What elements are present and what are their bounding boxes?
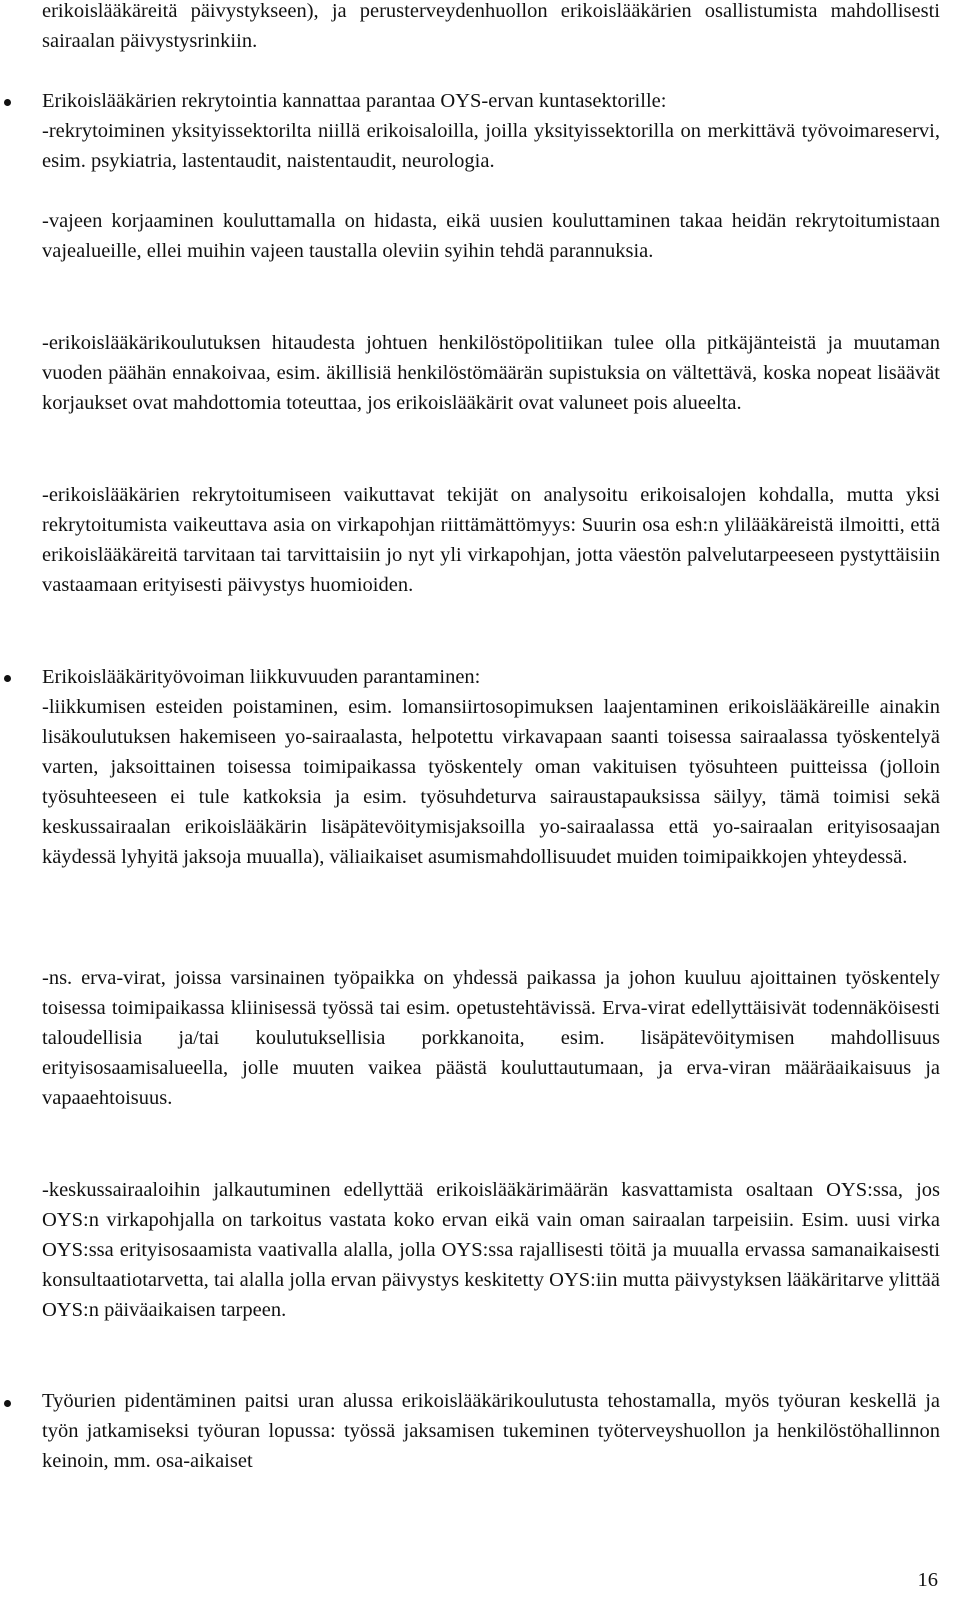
paragraph-erva-virat: -ns. erva-virat, joissa varsinainen työpaikka on yhdessä paikassa ja johon kuuluu ajoittainen työskentely toisessa toimipaikassa kliinisessä työssä tai esim. opetustehtävissä. Erva-virat edellyttäisivät todennäköisesti taloudellisia ja/tai koulutuksellisia porkkanoita, esim. lisäpätevöitymisen mahdollisuus erityisosaamisalueella, jolle muuten vaikea päästä kouluttautumaan, ja erva-viran määräaikaisuus ja vapaaehtoisuus.: [42, 967, 940, 1109]
paragraph-hitaudesta: -erikoislääkärikoulutuksen hitaudesta johtuen henkilöstöpolitiikan tulee olla pitkäjänteistä ja muutaman vuoden päähän ennakoivaa, esim. äkillisiä henkilöstömäärän supistuksia on vältettävä, koska nopeat lisäävät korjaukset ovat mahdottomia toteuttaa, jos erikoislääkärit ovat valuneet pois alueelta.: [42, 332, 940, 414]
paragraph-tyourien: Työurien pidentäminen paitsi uran alussa erikoislääkärikoulutusta tehostamalla, myös työuran keskellä ja työn jatkamiseksi työuran lopussa: työssä jaksamisen tukeminen työterveyshuollon ja henkilöstöhallinnon keinoin, mm. osa-aikaiset: [42, 1390, 940, 1472]
bullet-icon: [0, 95, 12, 107]
paragraph-rekrytoiminen: -rekrytoiminen yksityissektorilta niillä erikoisaloilla, joilla yksityissektorilla on merkittävä työvoimareservi, esim. psykiatria, lastentaudit, naistentaudit, neurologia.: [42, 120, 940, 172]
paragraph-liikkumisen: -liikkumisen esteiden poistaminen, esim. lomansiirtosopimuksen laajentaminen erikoislääkäreille ainakin lisäkoulutuksen hakemiseen yo-sairaalasta, helpotettu virkavapaan saanti toisessa sairaalassa työskentelyä varten, jaksoittainen toisessa toimipaikassa työskentely oman vakituisen työsuhteen puitteissa (jolloin työsuhteeseen ei tule katkoksia ja esim. työsuhdeturva sairaustapauksissa säilyy, tämä toimisi sekä keskussairaalan erikoislääkärin lisäpätevöitymisjaksoilla yo-sairaalassa että yo-sairaalan erityisosaajan käydessä lyhyitä jaksoja muualla), väliaikaiset asumismahdollisuudet muiden toimipaikkojen yhteydessä.: [42, 696, 940, 868]
bullet-icon: [0, 671, 12, 683]
paragraph-rekrytoitumiseen: -erikoislääkärien rekrytoitumiseen vaikuttavat tekijät on analysoitu erikoisalojen kohdalla, mutta yksi rekrytoitumista vaikeuttava asia on virkapohjan riittämättömyys: Suurin osa esh:n ylilääkäreistä ilmoitti, että erikoislääkäreitä tarvitaan tai tarvittaisiin jo nyt yli virkapohjan, jotta väestön palvelutarpeeseen pystyttäisiin vastaamaan erityisesti päivystys huomioiden.: [42, 484, 940, 596]
bullet1-heading: Erikoislääkärien rekrytointia kannattaa parantaa OYS-ervan kuntasektorille:: [42, 90, 667, 112]
paragraph-intro: erikoislääkäreitä päivystykseen), ja perusterveydenhuollon erikoislääkärien osallistumista mahdollisesti sairaalan päivystysrinkiin.: [42, 0, 940, 52]
page-number: 16: [917, 1569, 938, 1591]
paragraph-keskussairaaloihin: -keskussairaaloihin jalkautuminen edellyttää erikoislääkärimäärän kasvattamista osaltaan OYS:ssa, jos OYS:n virkapohjalla on tarkoitus vastata koko ervan eikä vain oman sairaalan tarpeisiin. Esim. uusi virka OYS:ssa erityisosaamista vaativalla alalla, jolla OYS:ssa rajallisesti töitä ja muualla ervassa samanaikaisesti konsultaatiotarvetta, tai alalla jolla ervan päivystys keskitetty OYS:iin mutta päivystyksen lääkäritarve ylittää OYS:n päiväaikaisen tarpeen.: [42, 1179, 940, 1321]
bullet2-heading: Erikoislääkärityövoiman liikkuvuuden parantaminen:: [42, 666, 481, 688]
bullet-icon: [0, 1396, 12, 1408]
paragraph-vajeen: -vajeen korjaaminen kouluttamalla on hidasta, eikä uusien kouluttaminen takaa heidän rekrytoitumistaan vajealueille, ellei muihin vajeen taustalla oleviin syihin tehdä parannuksia.: [42, 210, 940, 262]
